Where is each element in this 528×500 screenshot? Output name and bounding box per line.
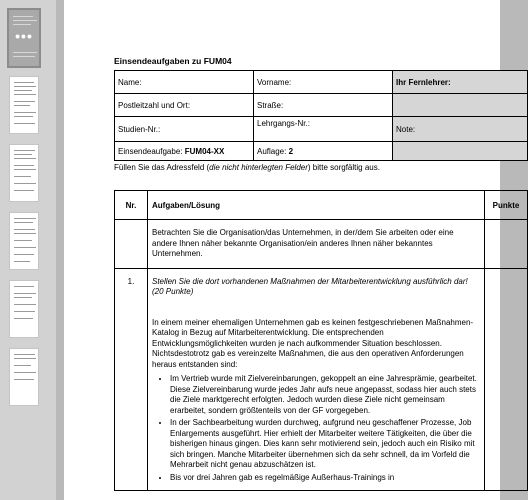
intro-nr-cell (115, 220, 148, 269)
auflage-label: Auflage: (257, 146, 287, 156)
einsendeaufgabe-label: Einsendeaufgabe: (118, 146, 183, 156)
list-item: • Bis vor drei Jahren gab es regelmäßige Außerhaus-Trainings in (170, 473, 480, 484)
fernlehrer-cell (393, 94, 528, 117)
fill-note-italic: die nicht hinterlegten Felder (209, 163, 308, 172)
fill-instruction (114, 163, 380, 172)
vorname-field[interactable]: Vorname: (254, 71, 393, 94)
page-thumbnail-3[interactable] (9, 144, 39, 202)
name-field[interactable]: Name: (115, 71, 254, 94)
more-options-icon[interactable]: ••• (15, 28, 33, 44)
intro-points-cell (485, 220, 528, 269)
einsendeaufgabe-value: FUM04-XX (184, 146, 225, 156)
page-thumbnail-6[interactable] (9, 348, 39, 406)
strasse-field[interactable]: Straße: (254, 94, 393, 117)
studien-nr-field[interactable]: Studien-Nr.: (115, 117, 254, 142)
document-page (64, 0, 520, 500)
address-table (114, 70, 528, 161)
note-field: Note: (393, 117, 528, 142)
col-nr-header: Nr. (115, 191, 148, 220)
task1-points-cell[interactable] (485, 268, 528, 491)
plz-ort-field[interactable]: Postleitzahl und Ort: (115, 94, 254, 117)
auflage-value: 2 (288, 146, 294, 156)
col-task-header: Aufgaben/Lösung (148, 191, 485, 220)
thumbnail-sidebar (0, 0, 56, 500)
task1-bullet-list (152, 374, 480, 483)
auflage-cell (254, 142, 393, 161)
task1-cell (148, 268, 485, 491)
task-table (114, 190, 528, 491)
list-item: • Im Vertrieb wurde mit Zielvereinbarungen, gekoppelt an eine Jahresprämie, gearbeitet. Diese Zielvereinbarung wurde jedes Jahr aufs neue angepasst, sodass hier auch stets die Ziele marktgerecht erfolgten. Jedoch wurden diese Ziele nicht gemeinsam erarbeitet, sondern größtenteils von der GF vorgegeben. (170, 374, 480, 416)
page-thumbnail-5[interactable] (9, 280, 39, 338)
einsendeaufgabe-cell (115, 142, 254, 161)
fernlehrer-label: Ihr Fernlehrer: (393, 71, 528, 94)
page-thumbnail-2[interactable] (9, 76, 39, 134)
note-value-cell (393, 142, 528, 161)
page-thumbnail-4[interactable] (9, 212, 39, 270)
task1-nr: 1. (115, 268, 148, 491)
fill-note-pre: Füllen Sie das Adressfeld ( (114, 163, 210, 172)
document-title: Einsendeaufgaben zu FUM04 (114, 56, 232, 66)
intro-text: Betrachten Sie die Organisation/das Unternehmen, in der/dem Sie arbeiten oder eine andere Ihnen näher bekannte Organisation/ein anderes Ihnen näher bekanntes Unternehmen. (148, 220, 485, 269)
task1-answer[interactable]: In einem meiner ehemaligen Unternehmen gab es keinen festgeschriebenen Maßnahmen-Katalog in Bezug auf Mitarbeiterentwicklung. Die entsprechenden Entwicklungsmöglichkeiten wurden je nach aufkommender Situation beschlossen. Nichtsdestotrotz gab es vereinzelte Maßnahmen, die aus den operativen Anforderungen heraus entstanden sind: (152, 317, 474, 369)
page-thumbnail-1[interactable] (7, 8, 41, 68)
list-item: • In der Sachbearbeitung wurden durchweg, aufgrund neu geschaffener Prozesse, Job Enlargements ausgeführt. Hier erhielt der Mitarbeiter weitere Tätigkeiten, die über die bisherigen hinaus gingen. Dies kann sehr motivierend sein, jedoch auch ein Risiko mit sich bringen. Manche Mitarbeiter übernehmen sich da sehr schnell, da im Vorfeld die Mehrarbeit nicht genau abzuschätzen ist. (170, 418, 480, 471)
task1-question: Stellen Sie die dort vorhandenen Maßnahmen der Mitarbeiterentwicklung ausführlich dar! (20 Punkte) (152, 276, 468, 296)
lehrgangs-nr-field[interactable]: Lehrgangs-Nr.: (254, 117, 393, 142)
col-points-header: Punkte (485, 191, 528, 220)
fill-note-post: ) bitte sorgfältig aus. (307, 163, 380, 172)
